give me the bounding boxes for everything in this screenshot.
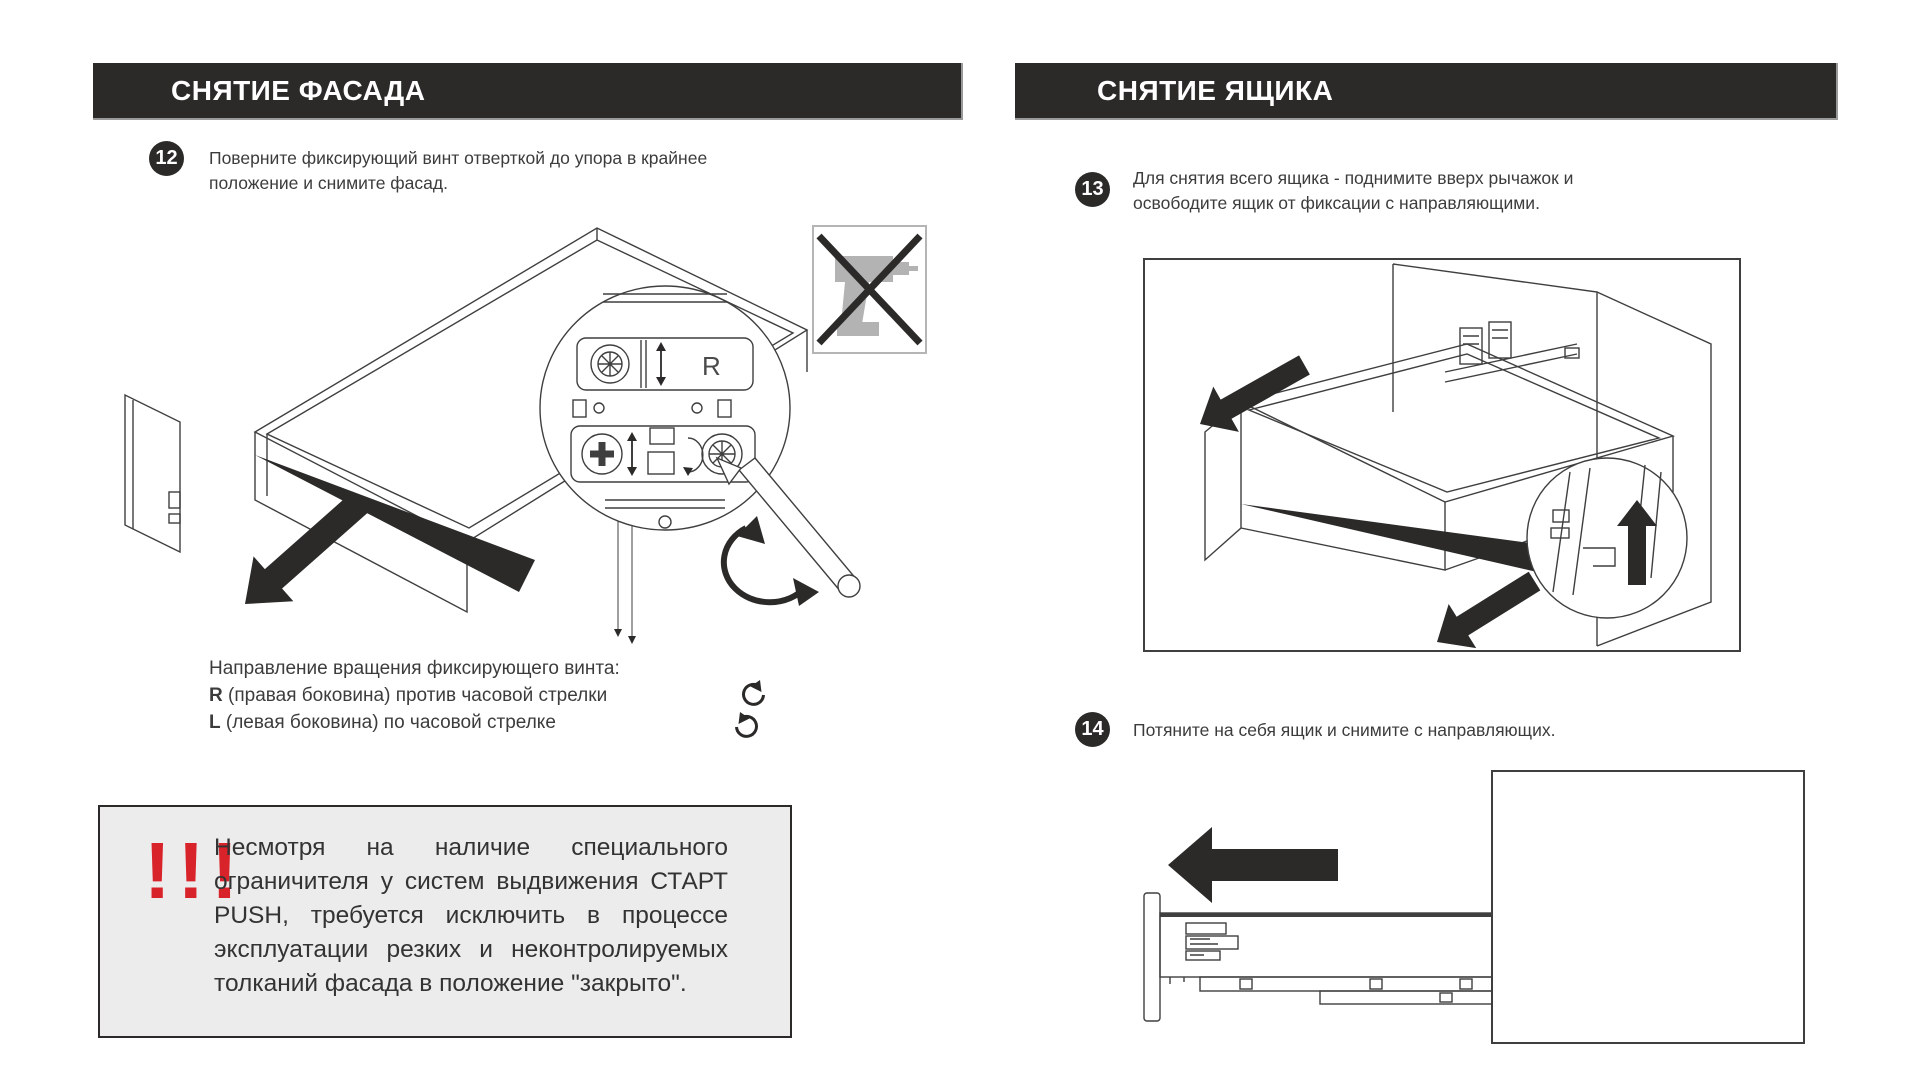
- magnifier-circle: [1527, 458, 1687, 618]
- section-title: СНЯТИЕ ФАСАДА: [171, 74, 426, 106]
- section-header-drawer-removal: [1015, 63, 1838, 120]
- drawer-pull-off-diagram: [1140, 765, 1810, 1060]
- pull-out-arrow-bottom: [1423, 559, 1548, 650]
- facade-removal-diagram: [105, 200, 945, 650]
- step-14-text: Потяните на себя ящик и снимите с направляющих.: [1133, 720, 1556, 740]
- pointer-sweep: [1241, 504, 1537, 572]
- rotation-arrow: [724, 528, 805, 602]
- step-12-text: Поверните фиксирующий винт отверткой до упора в крайнее положение и снимите фасад.: [209, 148, 708, 193]
- dirnote-right-side: [209, 682, 809, 709]
- pull-left-arrow: [1168, 827, 1338, 903]
- dirnote-r-text: (правая боковина) против часовой стрелки: [222, 685, 608, 706]
- warning-box: [98, 805, 792, 1038]
- section-header-facade-removal: [93, 63, 963, 120]
- dirnote-l-key: L: [209, 712, 221, 733]
- clockwise-arrow-icon: [733, 711, 763, 741]
- dirnote-title: Направление вращения фиксирующего винта:: [209, 658, 620, 679]
- dirnote-r-key: R: [209, 685, 223, 706]
- drawer-removal-diagram: [1145, 260, 1739, 650]
- warning-text: Несмотря на наличие специального ограничителя у систем выдвижения СТАРТ PUSH, требуется исключить в процессе эксплуатации резких и неконтролируемых толканий фасада в положение "закрыто".: [214, 834, 728, 997]
- plate-label: R: [702, 351, 721, 381]
- dirnote-left-side: [209, 709, 809, 736]
- drawer-removal-diagram-frame: [1143, 258, 1741, 652]
- cabinet-rectangle: [1492, 771, 1804, 1043]
- step-13-text: Для снятия всего ящика - поднимите вверх рычажок и освободите ящик от фиксации с направляющими.: [1133, 168, 1574, 213]
- drawer-side-view: [1144, 893, 1492, 1021]
- no-drill-icon: [813, 226, 926, 353]
- facade-panel: [125, 395, 180, 552]
- step-14-badge: 14: [1075, 712, 1110, 747]
- remove-direction-arrow: [225, 479, 381, 627]
- warning-marks: !!!: [144, 826, 245, 915]
- magnifier-ellipse: [540, 286, 790, 530]
- dirnote-l-text: (левая боковина) по часовой стрелке: [220, 712, 556, 733]
- section-title: СНЯТИЕ ЯЩИКА: [1097, 74, 1334, 106]
- counterclockwise-arrow-icon: [737, 679, 767, 709]
- rotation-direction-note: [209, 655, 809, 736]
- step-13-badge: 13: [1075, 172, 1110, 207]
- step-12-badge: 12: [149, 141, 184, 176]
